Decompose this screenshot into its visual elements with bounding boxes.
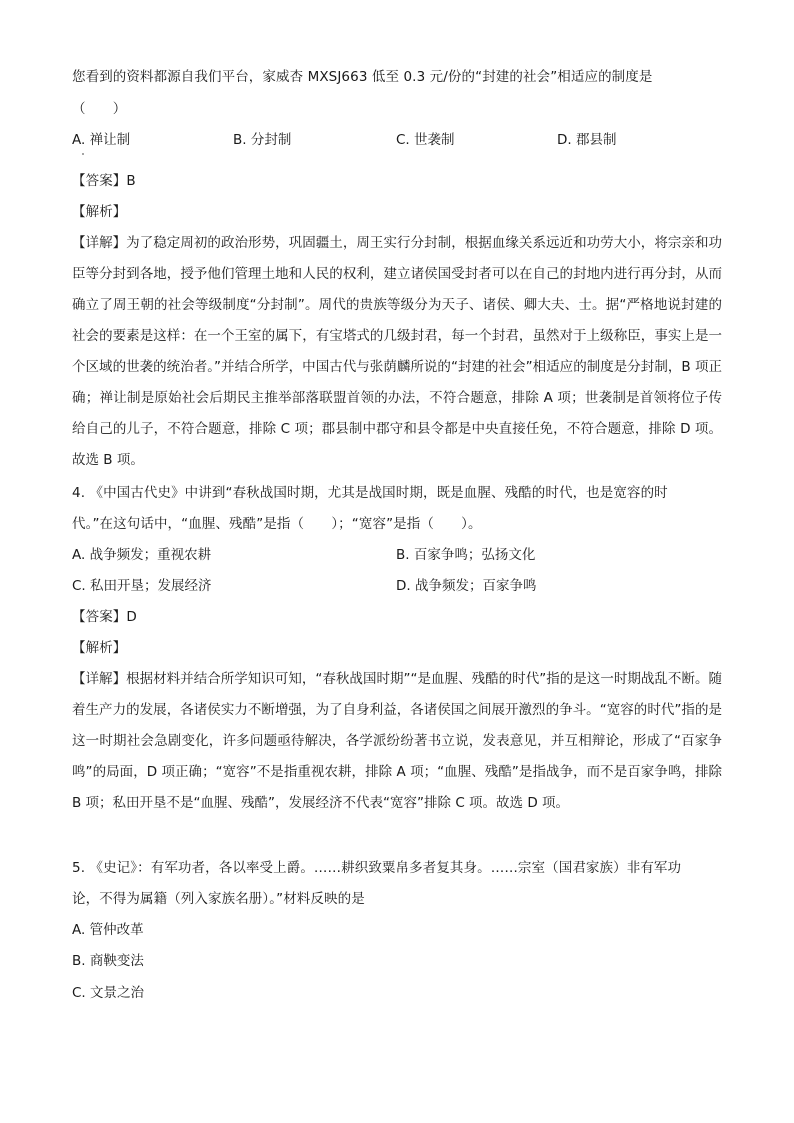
q4-option-b: B. 百家争鸣；弘扬文化 (396, 547, 536, 563)
q4-stem-line2: 代。”在这句话中，“血腥、残酷”是指（ ）；“宽容”是指（ ）。 (72, 516, 482, 532)
q3-analysis-label: 【解析】 (72, 204, 127, 220)
q5-option-b: B. 商鞅变法 (72, 953, 144, 969)
q3-option-a: A. 禅让制 (72, 132, 131, 148)
q5-stem-line2: 论，不得为属籍（列入家族名册）。”材料反映的是 (72, 891, 365, 907)
q4-option-a: A. 战争频发；重视农耕 (72, 547, 212, 563)
q4-stem-line1: 4. 《中国古代史》中讲到“春秋战国时期，尤其是战国时期，既是血腥、残酷的时代，也是宽容的时 (72, 485, 668, 501)
q3-option-c: C. 世袭制 (396, 132, 455, 148)
q5-option-c: C. 文景之治 (72, 985, 145, 1001)
q3-option-b: B. 分封制 (233, 132, 292, 148)
q3-answer: 【答案】B (72, 173, 136, 189)
q3-detail: 【详解】为了稳定周初的政治形势，巩固疆土，周王实行分封制，根据血缘关系远近和功劳大小，将宗亲和功臣等分封到各地，授予他们管理土地和人民的权利，建立诸侯国受封者可以在自己的封地内进行再分封，从而确立了周王朝的社会等级制度“分封制”。周代的贵族等级分为天子、诸侯、卿大夫、士。据“严格地说封建的社会的要素是这样：在一个王室的属下，有宝塔式的几级封君，每一个封君，虽然对于上级称臣，事实上是一个区域的世袭的统治者。”并结合所学，中国古代与张荫麟所说的“封建的社会”相适应的制度是分封制，B 项正确；禅让制是原始社会后期民主推举部落联盟首领的办法，不符合题意，排除 A 项；世袭制是首领将位子传给自己的儿子，不符合题意，排除 C 项；郡县制中郡守和县令都是中央直接任免，不符合题意，排除 D 项。故选 B 项。 (72, 235, 722, 468)
q4-option-c: C. 私田开垦；发展经济 (72, 578, 212, 594)
q3-stem-line1: 您看到的资料都源自我们平台，家威杏 MXSJ663 低至 0.3 元/份的“封建的社会”相适应的制度是 (72, 69, 653, 85)
q4-detail: 【详解】根据材料并结合所学知识可知，“春秋战国时期”“是血腥、残酷的时代”指的是这一时期战乱不断。随着生产力的发展，各诸侯实力不断增强，为了自身利益，各诸侯国之间展开激烈的争斗。“宽容的时代”指的是这一时期社会急剧变化，许多问题亟待解决，各学派纷纷著书立说，发表意见，并互相辩论，形成了“百家争鸣”的局面，D 项正确；“宽容”不是指重视农耕，排除 A 项；“血腥、残酷”是指战争，而不是百家争鸣，排除 B 项；私田开垦不是“血腥、残酷”，发展经济不代表“宽容”排除 C 项。故选 D 项。 (72, 671, 722, 811)
q3-stem-line2: （ ） (72, 101, 127, 117)
stray-dot (82, 153, 84, 155)
q5-stem-line1: 5. 《史记》：有军功者，各以率受上爵。……耕织致粟帛多者复其身。……宗室（国君家族）非有军功 (72, 860, 682, 876)
q4-answer: 【答案】D (72, 609, 137, 625)
q3-option-d: D. 郡县制 (557, 132, 617, 148)
q5-option-a: A. 管仲改革 (72, 922, 144, 938)
q4-option-d: D. 战争频发；百家争鸣 (396, 578, 537, 594)
q4-analysis-label: 【解析】 (72, 640, 127, 656)
